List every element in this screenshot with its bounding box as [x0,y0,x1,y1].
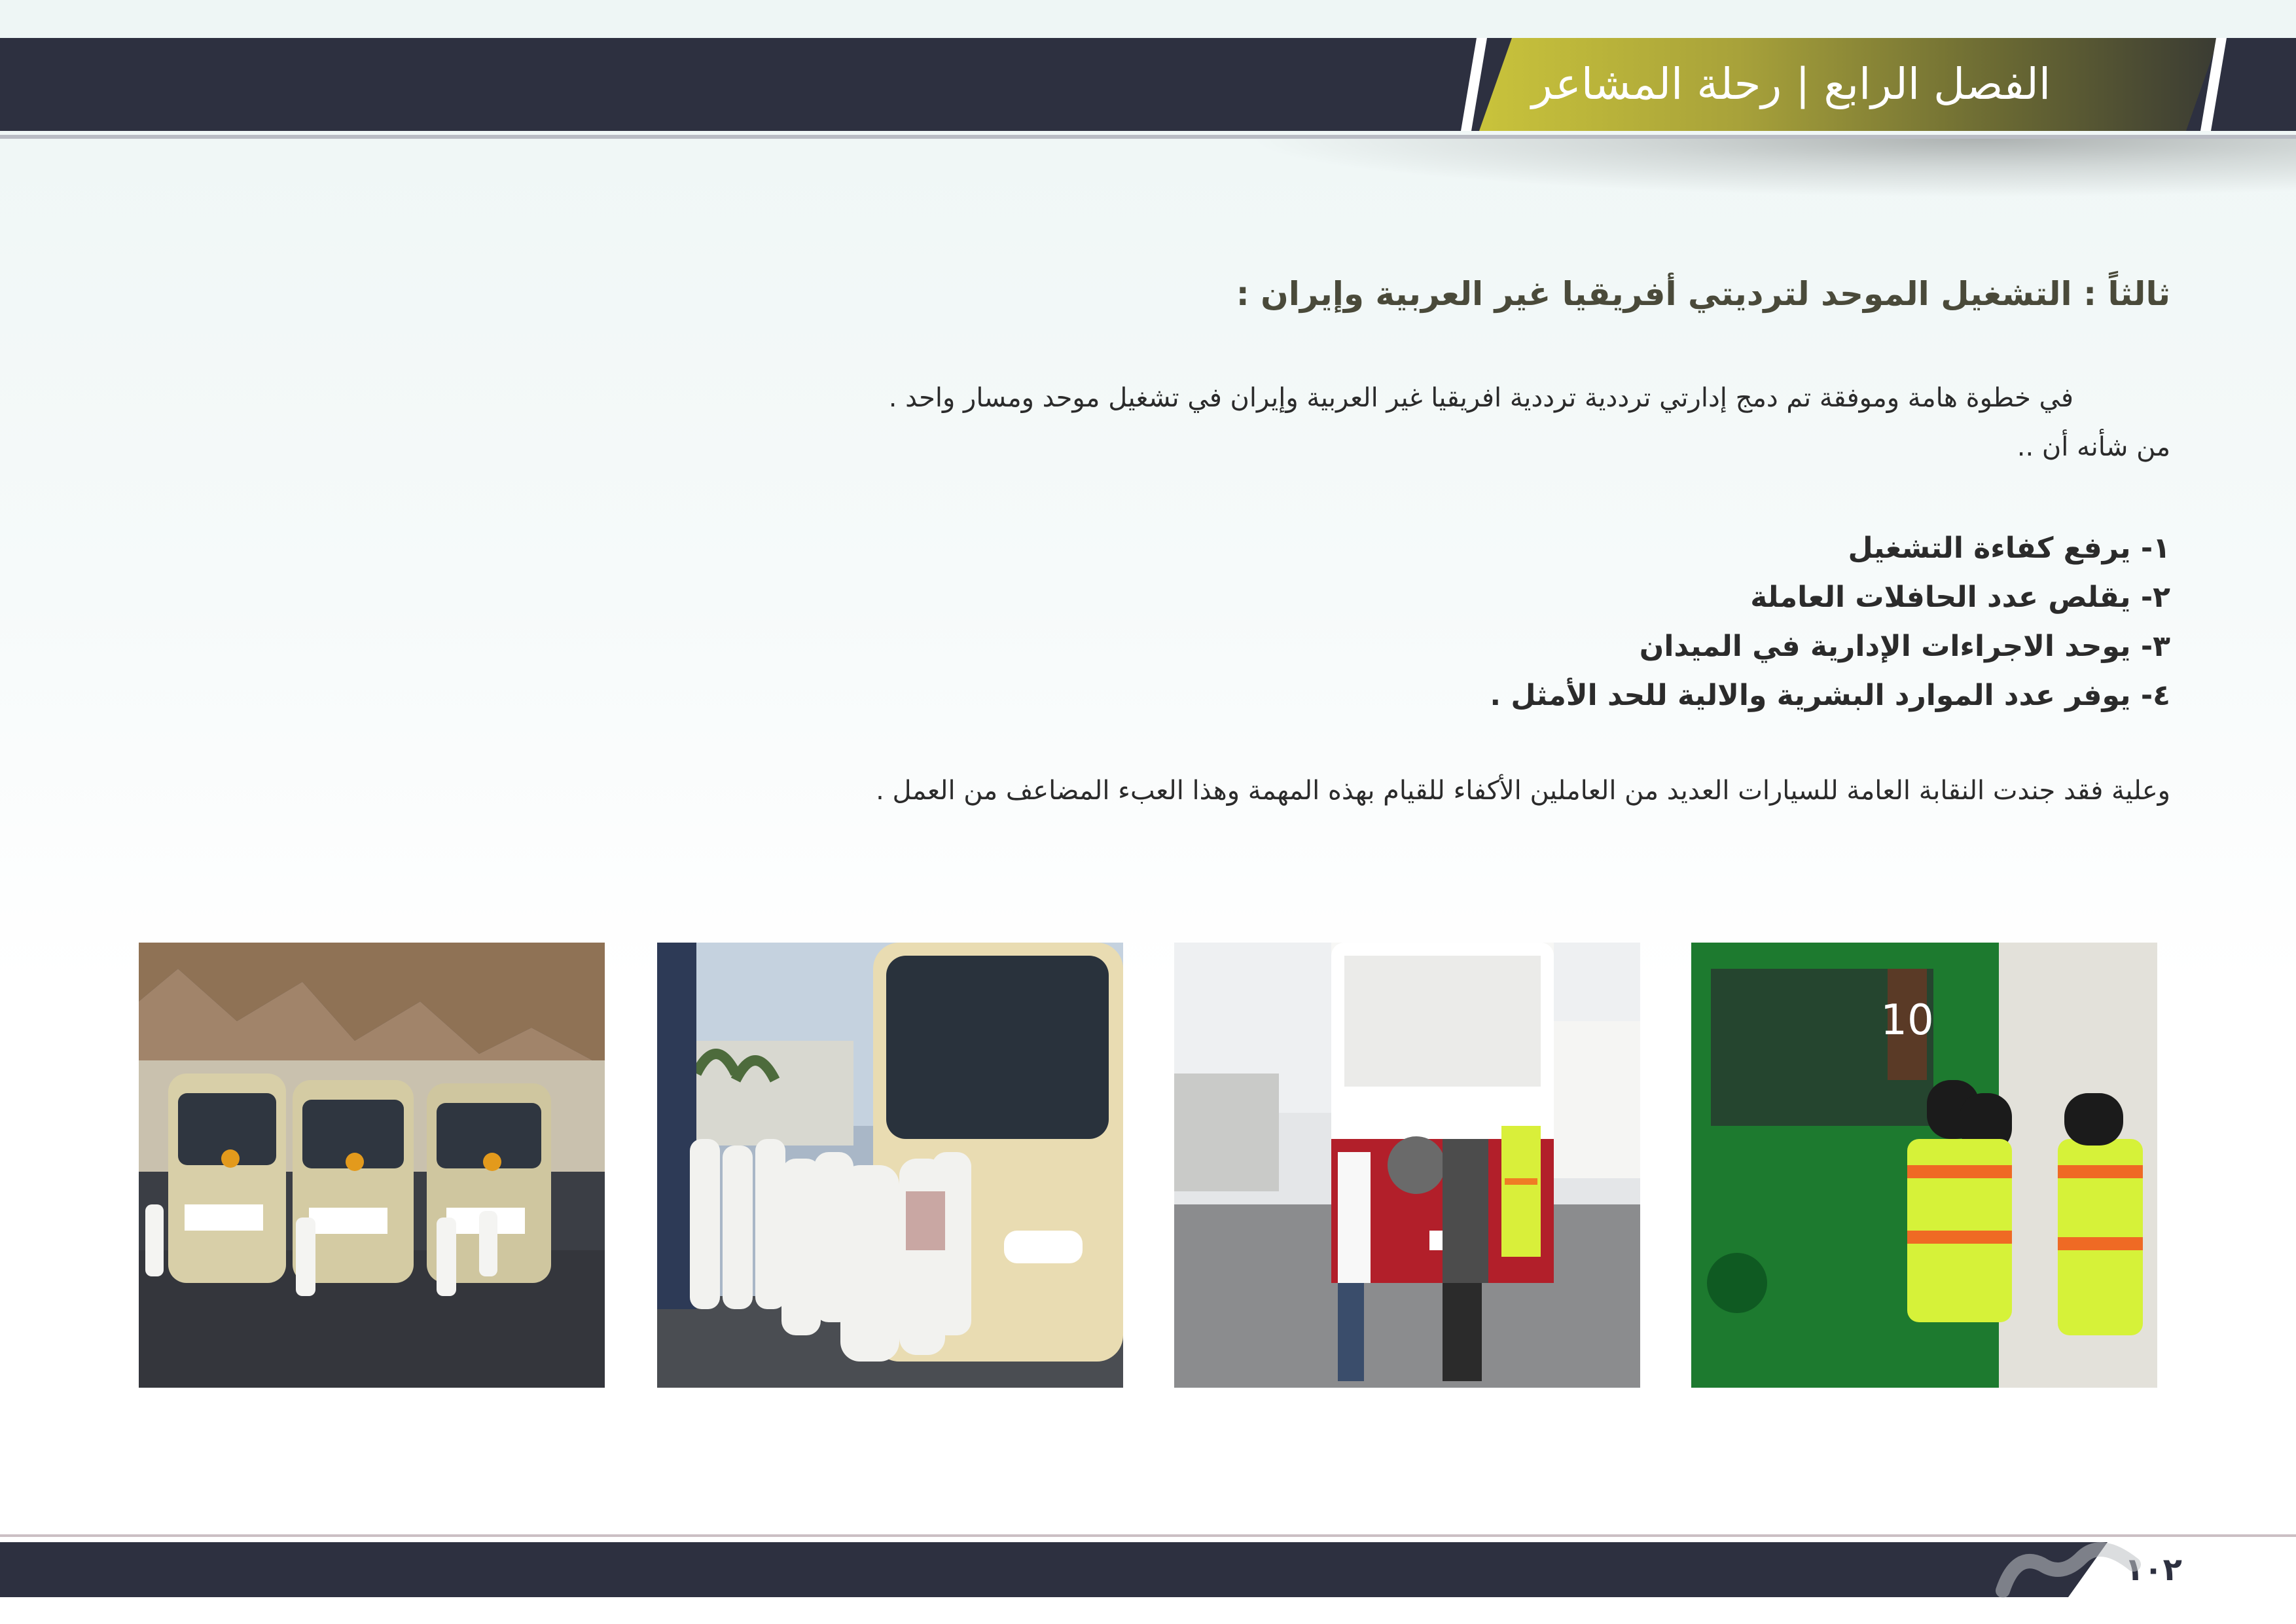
intro-paragraph-line-2: من شأنه أن .. [2017,432,2170,462]
footer-divider [0,1534,2296,1537]
benefits-list [1490,524,2170,720]
benefit-item: ٢- يقلص عدد الحافلات العاملة [1750,581,2170,614]
pilgrims-boarding-bus-photo [657,943,1123,1388]
page-number: ١٠٢ [2125,1551,2182,1588]
benefit-item: ١- يرفع كفاءة التشغيل [1848,532,2170,565]
publisher-logo-watermark [1990,1525,2147,1606]
conclusion-paragraph: وعلية فقد جندت النقابة العامة للسيارات العديد من العاملين الأكفاء للقيام بهذه المهمة وهذا العبء المضاعف من العمل . [876,776,2170,806]
benefit-item: ٣- يوحد الاجراءات الإدارية في الميدان [1639,630,2170,663]
chapter-title: الفصل الرابع | رحلة المشاعر [1532,58,2051,109]
svg-text:10: 10 [1880,996,1934,1045]
section-title: ثالثاً : التشغيل الموحد لترديتي أفريقيا غير العربية وإيران : [1236,275,2170,313]
parked-buses-photo [139,943,605,1388]
workers-in-safety-vests-photo [1691,943,2157,1388]
benefit-item: ٤- يوفر عدد الموارد البشرية والالية للحد الأمثل . [1490,679,2170,712]
intro-paragraph-line-1: في خطوة هامة وموفقة تم دمج إدارتي ترددية ترددية افريقيا غير العربية وإيران في تشغيل موحد ومسار واحد . [888,383,2073,413]
header-shadow [1244,139,2296,198]
footer-bar [0,1542,2296,1597]
workers-at-bus-rear-photo [1174,943,1640,1388]
